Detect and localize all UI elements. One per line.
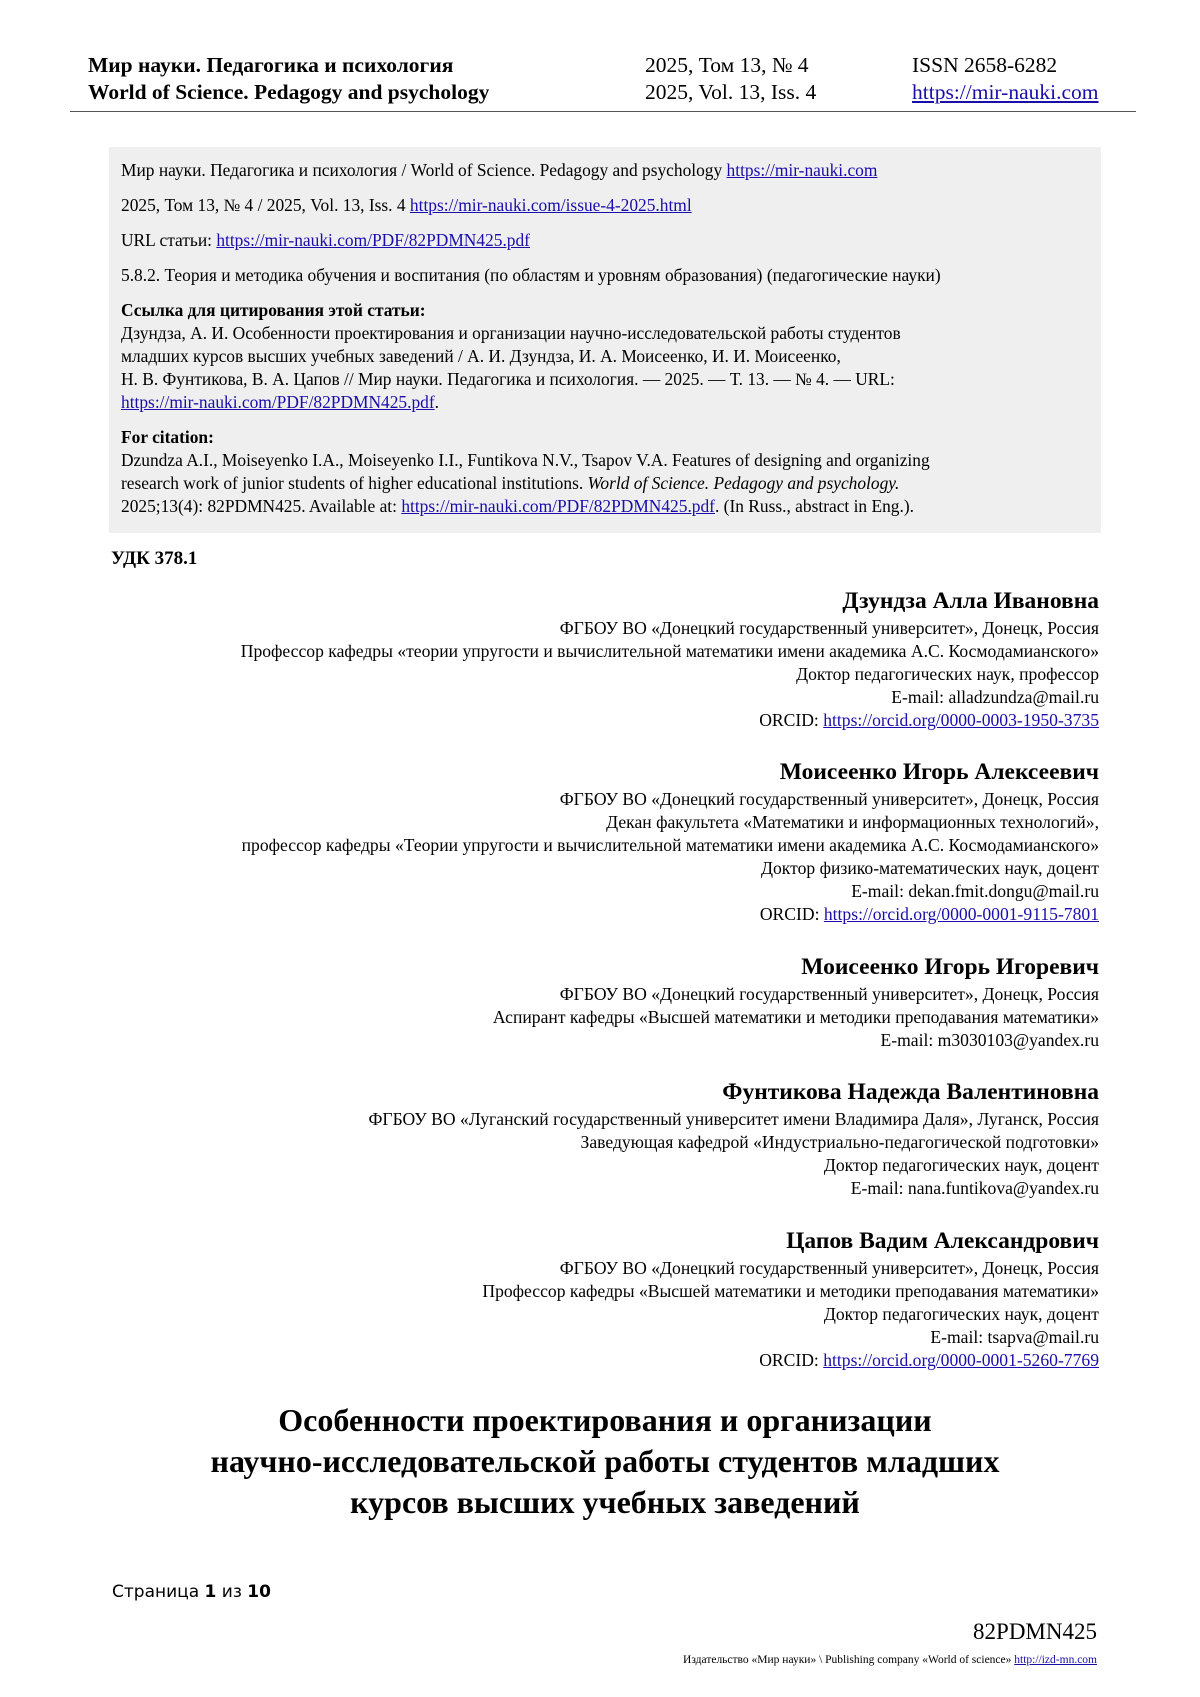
citation-ru-tail: .: [434, 392, 440, 412]
citation-ru-line: Н. В. Фунтикова, В. А. Цапов // Мир науки. Педагогика и психология. — 2025. — Т. 13. — № 4. — URL:: [121, 369, 895, 389]
article-url-line: [121, 229, 1089, 252]
author-affiliation: ФГБОУ ВО «Донецкий государственный университет», Донецк, Россия: [559, 984, 1099, 1004]
author-position: Профессор кафедры «теории упругости и вычислительной математики имени академика А.С. Космодамианского»: [240, 641, 1099, 661]
author-affiliation: ФГБОУ ВО «Луганский государственный университет имени Владимира Даля», Луганск, Россия: [368, 1109, 1099, 1129]
issue-en: 2025, Vol. 13, Iss. 4: [645, 80, 817, 104]
author-block: [493, 952, 1099, 1052]
udk-code: УДК 378.1: [111, 548, 198, 569]
orcid-label: ORCID:: [759, 710, 824, 730]
author-email: E-mail: m3030103@yandex.ru: [880, 1030, 1099, 1050]
author-degree: Доктор педагогических наук, доцент: [823, 1155, 1099, 1175]
orcid-link[interactable]: https://orcid.org/0000-0001-5260-7769: [823, 1350, 1099, 1370]
author-position: профессор кафедры «Теории упругости и вычислительной математики имени академика А.С. Космодамианского»: [241, 835, 1099, 855]
author-position: Декан факультета «Математики и информационных технологий»,: [606, 812, 1099, 832]
specialty-line: 5.8.2. Теория и методика обучения и воспитания (по областям и уровням образования) (педагогические науки): [121, 265, 941, 285]
author-email: E-mail: alladzundza@mail.ru: [891, 687, 1099, 707]
orcid-label: ORCID:: [759, 1350, 824, 1370]
citation-en-text-part: 2025;13(4): 82PDMN425. Available at:: [121, 496, 402, 516]
article-title: [110, 1400, 1100, 1523]
page-total: 10: [247, 1582, 271, 1602]
issn: ISSN 2658-6282: [912, 53, 1058, 77]
author-position: Профессор кафедры «Высшей математики и методики преподавания математики»: [482, 1281, 1099, 1301]
author-affiliation: ФГБОУ ВО «Донецкий государственный университет», Донецк, Россия: [559, 618, 1099, 638]
issue-block: [645, 52, 816, 106]
publisher-line: [683, 1654, 1097, 1666]
citation-en-text: [121, 449, 1089, 518]
author-degree: Доктор физико-математических наук, доцент: [761, 858, 1099, 878]
author-name: Цапов Вадим Александрович: [786, 1228, 1099, 1254]
author-block: [482, 1226, 1099, 1372]
citation-ru-line: [121, 391, 1089, 414]
author-name: Моисеенко Игорь Алексеевич: [779, 759, 1099, 785]
page-counter: [112, 1582, 271, 1602]
journal-title-block: [88, 52, 489, 106]
header-divider: [70, 111, 1136, 112]
author-block: [241, 586, 1099, 732]
journal-link[interactable]: https://mir-nauki.com: [726, 160, 878, 180]
citation-en-heading: For citation:: [121, 427, 214, 447]
author-name: Фунтикова Надежда Валентиновна: [722, 1079, 1099, 1105]
issue-line: [121, 194, 1089, 217]
journal-line: [121, 159, 1089, 182]
citation-en-journal: World of Science. Pedagogy and psychology.: [587, 473, 900, 493]
author-orcid-line: [242, 903, 1099, 926]
issue-link[interactable]: https://mir-nauki.com/issue-4-2025.html: [409, 195, 692, 215]
author-email: E-mail: dekan.fmit.dongu@mail.ru: [851, 881, 1099, 901]
author-affiliation: ФГБОУ ВО «Донецкий государственный университет», Донецк, Россия: [559, 1258, 1099, 1278]
issue-line-text: 2025, Том 13, № 4 / 2025, Vol. 13, Iss. 4: [121, 195, 410, 215]
orcid-label: ORCID:: [759, 904, 824, 924]
citation-ru-link[interactable]: https://mir-nauki.com/PDF/82PDMN425.pdf: [121, 392, 435, 412]
citation-en-line: Dzundza A.I., Moiseyenko I.A., Moiseyenko I.I., Funtikova N.V., Tsapov V.A. Features of designing and organizing: [121, 450, 930, 470]
author-position: Заведующая кафедрой «Индустриально-педагогической подготовки»: [580, 1132, 1099, 1152]
author-block: [242, 757, 1099, 926]
author-degree: Доктор педагогических наук, доцент: [823, 1304, 1099, 1324]
author-affiliation: ФГБОУ ВО «Донецкий государственный университет», Донецк, Россия: [559, 789, 1099, 809]
journal-line-text: Мир науки. Педагогика и психология / World of Science. Pedagogy and psychology: [121, 160, 727, 180]
journal-site-link[interactable]: https://mir-nauki.com: [912, 80, 1099, 104]
page-of: из: [216, 1582, 248, 1602]
article-title-line: научно-исследовательской работы студентов младших: [210, 1443, 1000, 1479]
citation-en-text-part: research work of junior students of higher educational institutions.: [121, 473, 588, 493]
author-name: Моисеенко Игорь Игоревич: [801, 954, 1099, 980]
issn-block: [912, 52, 1098, 106]
issue-ru: 2025, Том 13, № 4: [645, 53, 809, 77]
citation-box: [109, 147, 1101, 533]
author-position: Аспирант кафедры «Высшей математики и методики преподавания математики»: [492, 1007, 1099, 1027]
article-url-link[interactable]: https://mir-nauki.com/PDF/82PDMN425.pdf: [216, 230, 530, 250]
author-degree: Доктор педагогических наук, профессор: [796, 664, 1099, 684]
author-orcid-line: [241, 709, 1099, 732]
citation-ru-line: младших курсов высших учебных заведений / А. И. Дзундза, И. А. Моисеенко, И. И. Моисеенко,: [121, 346, 841, 366]
citation-en-line: [121, 495, 1089, 518]
author-email: E-mail: tsapva@mail.ru: [930, 1327, 1099, 1347]
journal-title-en: World of Science. Pedagogy and psychology: [88, 80, 490, 104]
page-current: 1: [204, 1582, 217, 1602]
orcid-link[interactable]: https://orcid.org/0000-0001-9115-7801: [823, 904, 1099, 924]
citation-ru-text: [121, 322, 1089, 414]
citation-ru-line: Дзундза, А. И. Особенности проектирования и организации научно-исследовательской работы студентов: [121, 323, 901, 343]
publisher-text: Издательство «Мир науки» \ Publishing company «World of science»: [683, 1654, 1015, 1666]
citation-en-link[interactable]: https://mir-nauki.com/PDF/82PDMN425.pdf: [401, 496, 715, 516]
citation-ru-heading: Ссылка для цитирования этой статьи:: [121, 300, 426, 320]
journal-title-ru: Мир науки. Педагогика и психология: [88, 53, 454, 77]
citation-en-line: [121, 472, 1089, 495]
page-word: Страница: [112, 1582, 205, 1602]
article-code: 82PDMN425: [973, 1619, 1097, 1644]
orcid-link[interactable]: https://orcid.org/0000-0003-1950-3735: [823, 710, 1099, 730]
citation-en-tail: . (In Russ., abstract in Eng.).: [714, 496, 914, 516]
article-title-line: Особенности проектирования и организации: [278, 1402, 932, 1438]
author-name: Дзундза Алла Ивановна: [842, 588, 1099, 614]
article-title-line: курсов высших учебных заведений: [350, 1484, 860, 1520]
publisher-link[interactable]: http://izd-mn.com: [1014, 1654, 1097, 1666]
journal-header: [88, 52, 1124, 108]
author-block: [369, 1077, 1100, 1200]
article-url-label: URL статьи:: [121, 230, 217, 250]
author-orcid-line: [482, 1349, 1099, 1372]
author-email: E-mail: nana.funtikova@yandex.ru: [850, 1178, 1099, 1198]
